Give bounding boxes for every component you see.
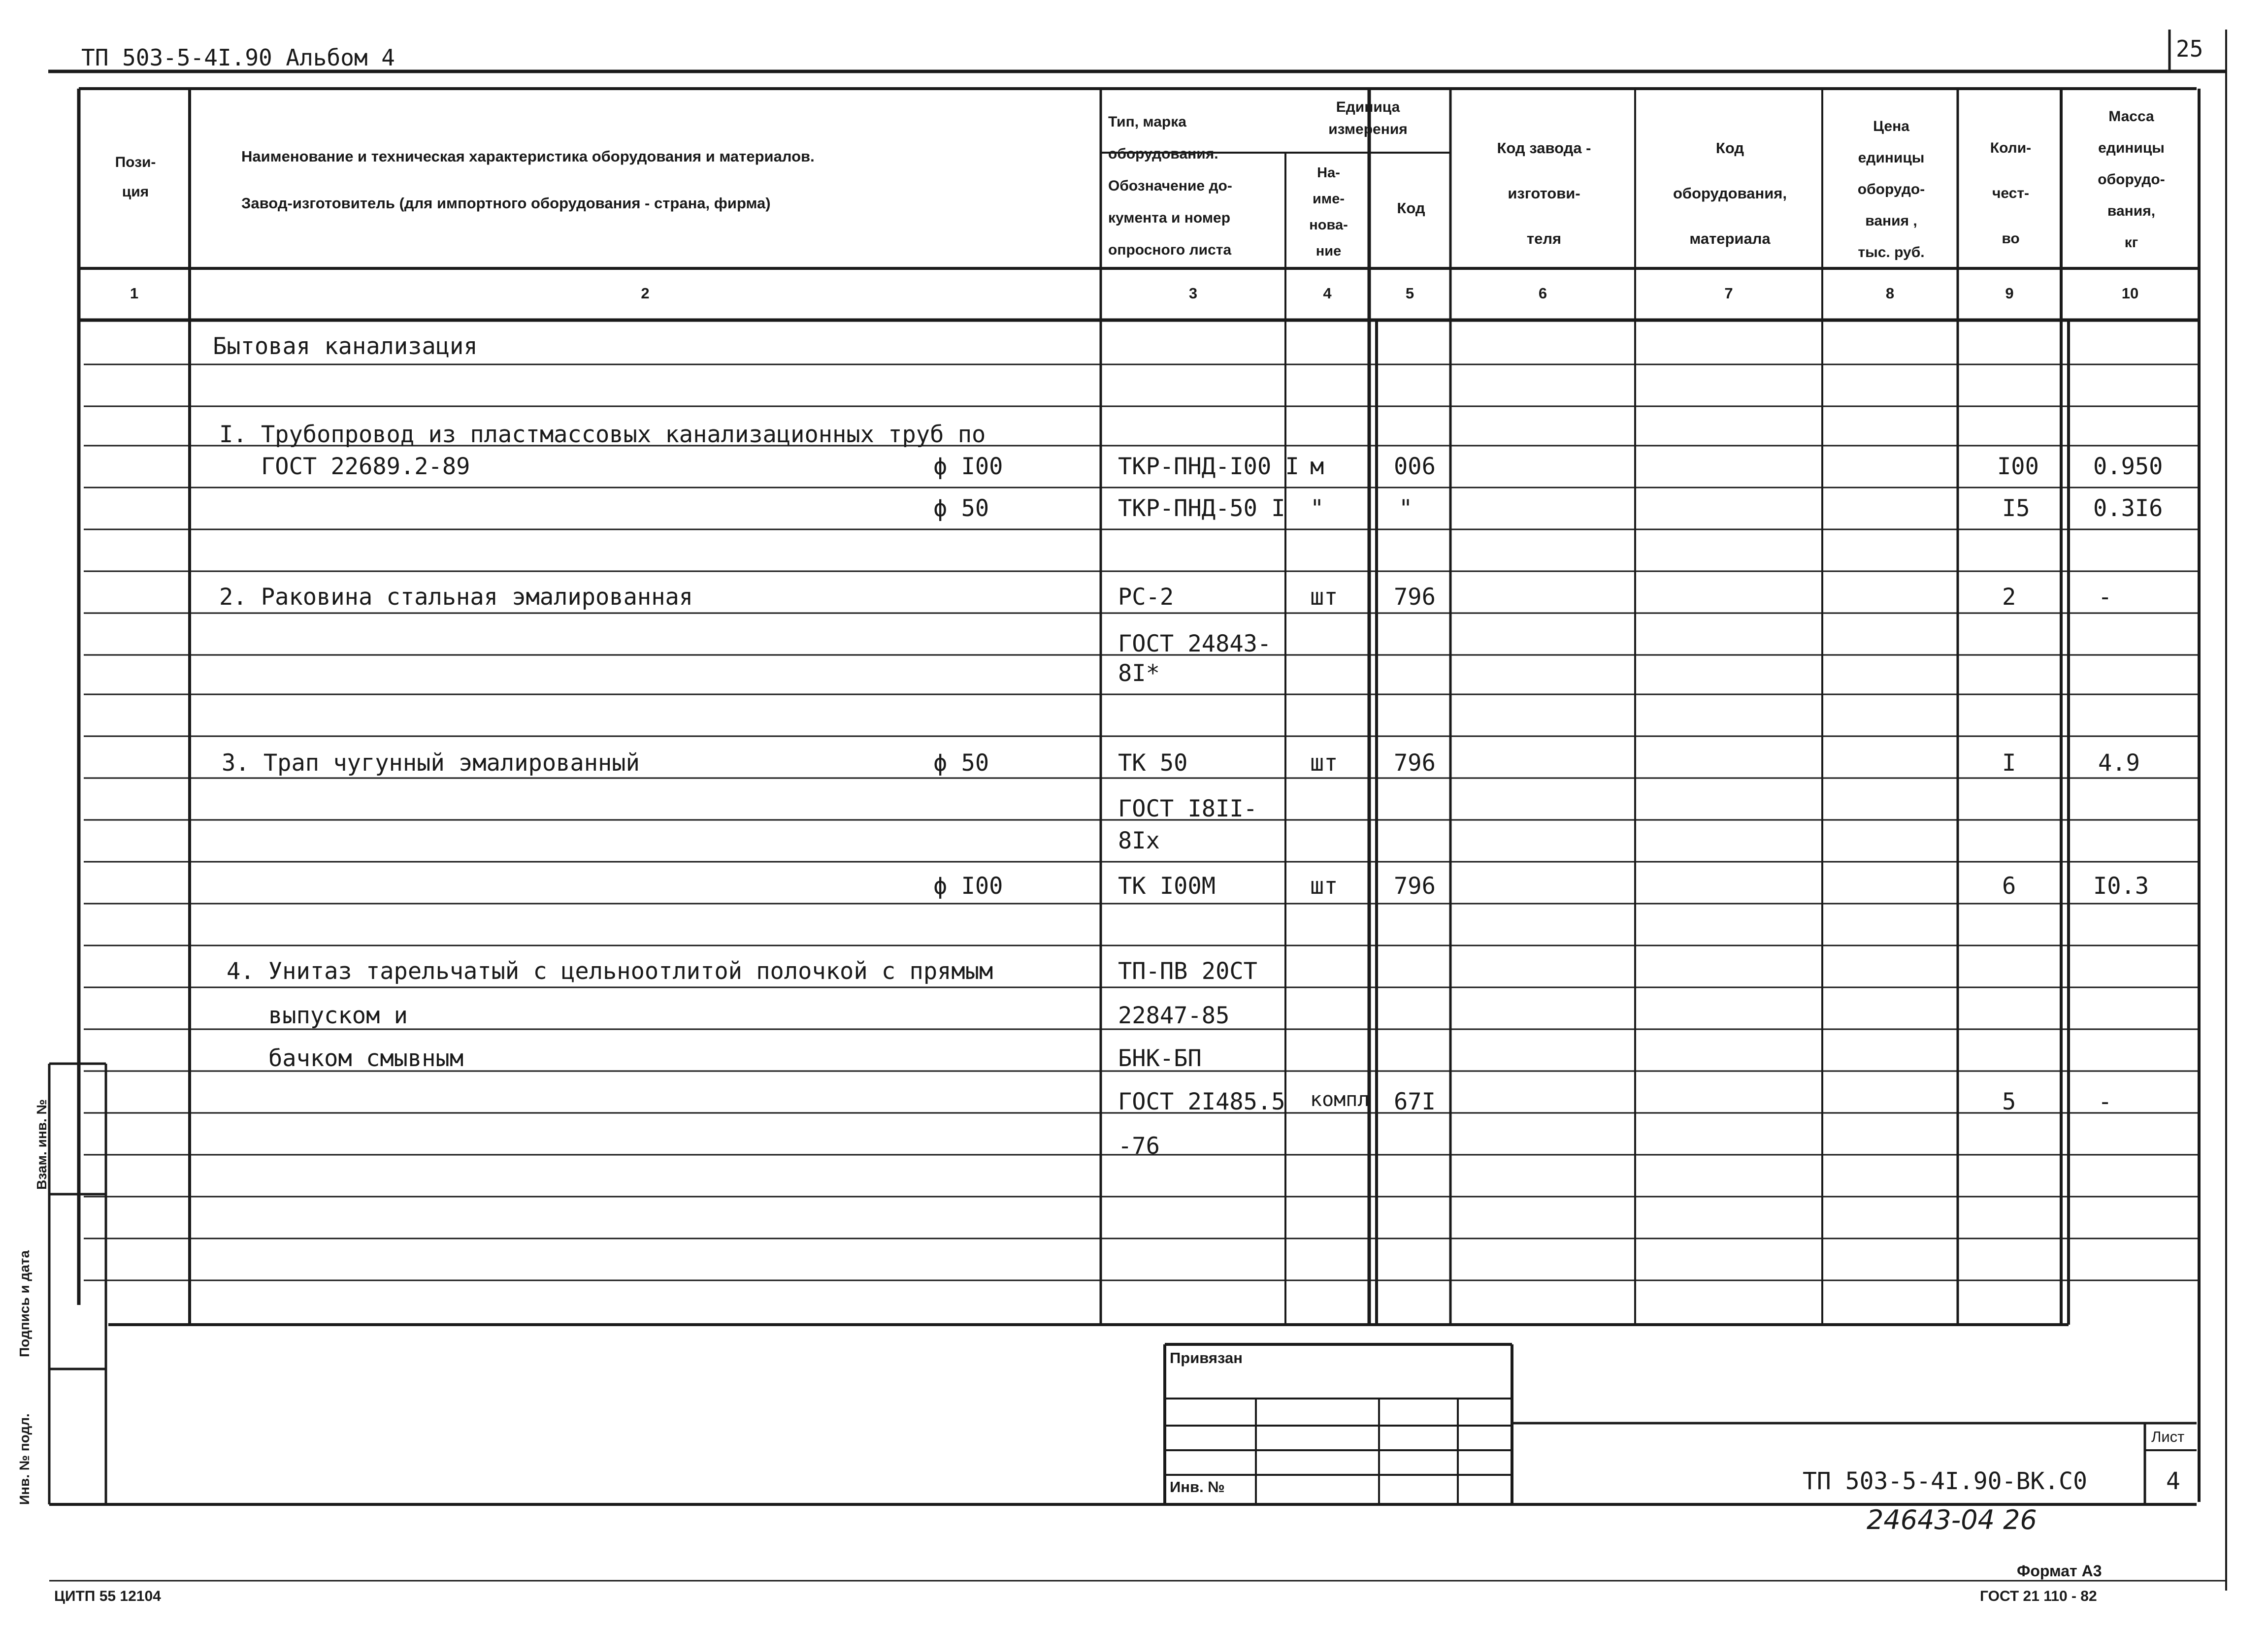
item-unit: м [1310, 453, 1324, 480]
document-designation: ТП 503-5-4I.90-ВК.С0 [1803, 1467, 2087, 1495]
item-unit-code: 67I [1394, 1088, 1436, 1115]
column-number: 1 [130, 285, 139, 302]
header-text: Тип, марка [1108, 114, 1186, 130]
column-number: 5 [1405, 285, 1414, 302]
item-name: I. Трубопровод из пластмассовых канализационных труб по [219, 421, 986, 448]
header-text: вания , [1865, 213, 1917, 229]
header-col-position [91, 148, 180, 207]
header-col-factory-code [1453, 126, 1635, 261]
item-name: 4. Унитаз тарельчатый с цельноотлитой полочкой с прямым [227, 958, 993, 985]
item-quantity: 5 [2002, 1088, 2016, 1115]
item-type: РС-2 [1118, 584, 1174, 611]
item-name: 2. Раковина стальная эмалированная [219, 584, 693, 611]
column-number: 6 [1538, 285, 1547, 302]
section-title: Бытовая канализация [213, 333, 478, 360]
header-col-unit-name [1288, 160, 1369, 264]
item-name: бачком смывным [268, 1045, 464, 1072]
header-text: име- [1312, 191, 1345, 207]
item-diameter: ϕ 50 [933, 495, 989, 522]
column-number: 7 [1724, 285, 1733, 302]
header-col-price [1825, 111, 1958, 268]
header-text: нова- [1309, 217, 1348, 233]
header-text: вания, [2107, 203, 2156, 219]
item-unit-code: 796 [1394, 749, 1436, 777]
header-col-name [195, 133, 1143, 227]
header-units-group [1285, 96, 1450, 140]
header-col-unit-code: Код [1397, 199, 1425, 217]
item-quantity: 2 [2002, 584, 2016, 611]
header-col-quantity [1960, 126, 2061, 261]
column-number: 2 [641, 285, 650, 302]
item-name: выпуском и [268, 1002, 408, 1029]
item-diameter: ϕ I00 [933, 873, 1003, 900]
header-text: тыс. руб. [1858, 244, 1925, 260]
header-text: во [2002, 230, 2020, 247]
header-text: единицы [1858, 150, 1925, 166]
column-number: 8 [1885, 285, 1895, 302]
item-unit-code: 796 [1394, 873, 1436, 900]
item-unit-code: 796 [1394, 584, 1436, 611]
item-type: ТК 50 [1118, 749, 1188, 777]
item-mass: 0.950 [2093, 453, 2163, 480]
header-text: На- [1317, 165, 1340, 181]
header-col-type [1108, 106, 1293, 266]
header-text: теля [1526, 230, 1562, 247]
item-unit-code: 006 [1394, 453, 1436, 480]
column-number: 10 [2121, 285, 2139, 302]
item-diameter: ϕ 50 [933, 749, 989, 777]
column-number: 3 [1188, 285, 1198, 302]
item-mass: - [2098, 584, 2112, 611]
header-col-equipment-code [1638, 126, 1822, 261]
side-inv-podl: Инв. № подл. [17, 1413, 32, 1505]
header-text: изготови- [1508, 185, 1580, 202]
header-col-mass [2064, 101, 2199, 259]
page-number: 25 [2176, 35, 2203, 62]
header-text: единицы [2098, 140, 2165, 156]
item-quantity: 6 [2002, 873, 2016, 900]
item-type: ТКР-ПНД-I00 I [1118, 453, 1299, 480]
item-quantity: I00 [1997, 453, 2039, 480]
item-type: БНК-БП [1118, 1045, 1202, 1072]
header-text: Наименование и техническая характеристика оборудования и материалов. [241, 148, 815, 165]
header-text: Завод-изготовитель (для импортного оборудования - страна, фирма) [241, 195, 771, 212]
item-type: ТКР-ПНД-50 I [1118, 495, 1285, 522]
item-type: ГОСТ 2I485.5 [1118, 1088, 1285, 1115]
sheet-number: 4 [2166, 1467, 2180, 1495]
column-number: 4 [1323, 285, 1332, 302]
item-unit: компл [1310, 1088, 1370, 1111]
header-text: оборудо- [2098, 171, 2165, 188]
header-text: кумента и номер [1108, 210, 1231, 226]
header-text: Масса [2108, 108, 2154, 125]
item-type: ТК I00М [1118, 873, 1216, 900]
side-vzam-inv: Взам. инв. № [34, 1099, 49, 1190]
item-unit: " [1310, 495, 1324, 522]
item-mass: 0.3I6 [2093, 495, 2163, 522]
header-text: опросного листа [1108, 242, 1232, 258]
item-type: 8I* [1118, 660, 1160, 687]
item-type: -76 [1118, 1133, 1160, 1160]
item-type: 22847-85 [1118, 1002, 1230, 1029]
stamp-list-label: Лист [2151, 1428, 2185, 1445]
header-text: Единица [1336, 99, 1400, 115]
header-text: кг [2124, 234, 2138, 251]
item-name: ГОСТ 22689.2-89 [261, 453, 470, 480]
item-mass: 4.9 [2098, 749, 2140, 777]
header-text: измерения [1328, 121, 1408, 137]
item-diameter: ϕ I00 [933, 453, 1003, 480]
gost-label: ГОСТ 21 110 - 82 [1980, 1588, 2097, 1604]
stamp-privyazan: Привязан [1170, 1349, 1243, 1367]
header-text: ние [1315, 243, 1342, 259]
item-unit: шт [1310, 584, 1338, 611]
item-mass: - [2098, 1088, 2112, 1115]
header-text: оборудования, [1673, 185, 1787, 202]
item-quantity: I5 [2002, 495, 2030, 522]
item-type: ГОСТ I8II- [1118, 795, 1257, 822]
item-type: 8Iх [1118, 827, 1160, 854]
item-unit-code: " [1399, 495, 1413, 522]
header-text: Код завода - [1497, 139, 1591, 157]
citp-label: ЦИТП 55 12104 [54, 1588, 161, 1604]
item-unit: шт [1310, 873, 1338, 900]
item-unit: шт [1310, 749, 1338, 777]
item-name: 3. Трап чугунный эмалированный [222, 749, 640, 777]
header-text: Цена [1873, 118, 1909, 134]
header-text: ция [122, 184, 149, 200]
document-reference: ТП 503-5-4I.90 Альбом 4 [81, 44, 395, 71]
side-signature-date: Подпись и дата [17, 1250, 32, 1357]
item-mass: I0.3 [2093, 873, 2149, 900]
item-type: ТП-ПВ 20СТ [1118, 958, 1257, 985]
header-text: чест- [1992, 185, 2030, 201]
header-text: материала [1689, 230, 1771, 247]
item-type: ГОСТ 24843- [1118, 630, 1272, 657]
handwritten-number: 24643-04 26 [1867, 1504, 2037, 1535]
header-text: Обозначение до- [1108, 178, 1232, 194]
item-quantity: I [2002, 749, 2016, 777]
header-text: Код [1715, 139, 1744, 157]
format-label: Формат А3 [2017, 1562, 2102, 1580]
header-text: оборудо- [1857, 181, 1925, 197]
header-text: оборудования. [1108, 146, 1218, 162]
column-number: 9 [2005, 285, 2014, 302]
header-text: Коли- [1990, 140, 2032, 156]
header-text: Пози- [115, 154, 156, 170]
stamp-inv-no: Инв. № [1170, 1478, 1225, 1496]
